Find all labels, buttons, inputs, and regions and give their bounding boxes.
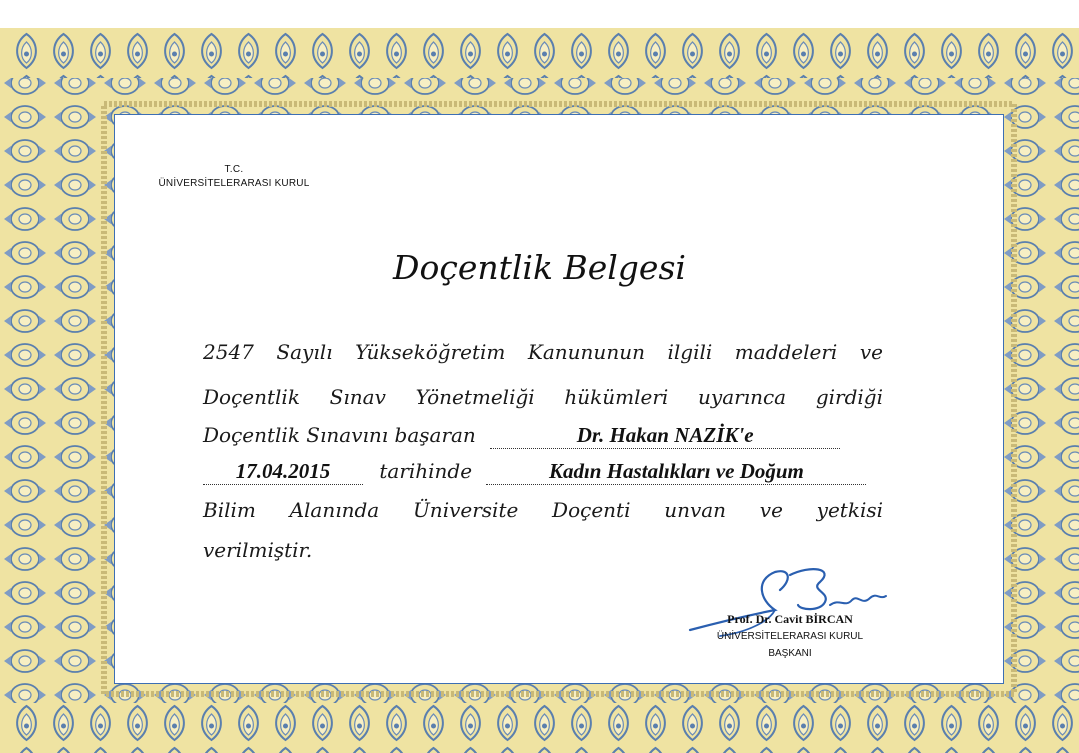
date-field bbox=[203, 459, 363, 485]
field-of-study-field bbox=[486, 459, 866, 485]
recipient-name: Dr. Hakan NAZİK'e bbox=[576, 423, 754, 447]
body-line-2: Doçentlik Sınav Yönetmeliği hükümleri uyarınca girdiği bbox=[203, 385, 883, 409]
body-line-5: Bilim Alanında Üniversite Doçenti unvan ve yetkisi bbox=[203, 498, 883, 522]
body-line-4-mid: tarihinde bbox=[379, 459, 473, 483]
body-line-6: verilmiştir. bbox=[203, 538, 313, 562]
signatory-role: BAŞKANI bbox=[768, 648, 812, 659]
award-date: 17.04.2015 bbox=[235, 459, 331, 483]
signatory-org: ÜNİVERSİTELERARASI KURUL bbox=[716, 631, 864, 642]
body-line-1: 2547 Sayılı Yükseköğretim Kanununun ilgili maddeleri ve bbox=[203, 340, 883, 364]
header-tc: T.C. bbox=[224, 164, 244, 175]
body-line-4 bbox=[203, 459, 883, 485]
body-line-3-prefix: Doçentlik Sınavını başaran bbox=[203, 423, 476, 447]
recipient-field bbox=[490, 423, 840, 449]
issuer-header bbox=[134, 164, 334, 189]
header-council: ÜNİVERSİTELERARASI KURUL bbox=[158, 178, 310, 189]
signatory-name: Prof. Dr. Cavit BİRCAN bbox=[727, 612, 853, 626]
certificate-title: Doçentlik Belgesi bbox=[393, 248, 686, 287]
field-of-study: Kadın Hastalıkları ve Doğum bbox=[548, 459, 804, 483]
body-line-3 bbox=[203, 423, 883, 449]
handwritten-signature bbox=[680, 560, 900, 640]
